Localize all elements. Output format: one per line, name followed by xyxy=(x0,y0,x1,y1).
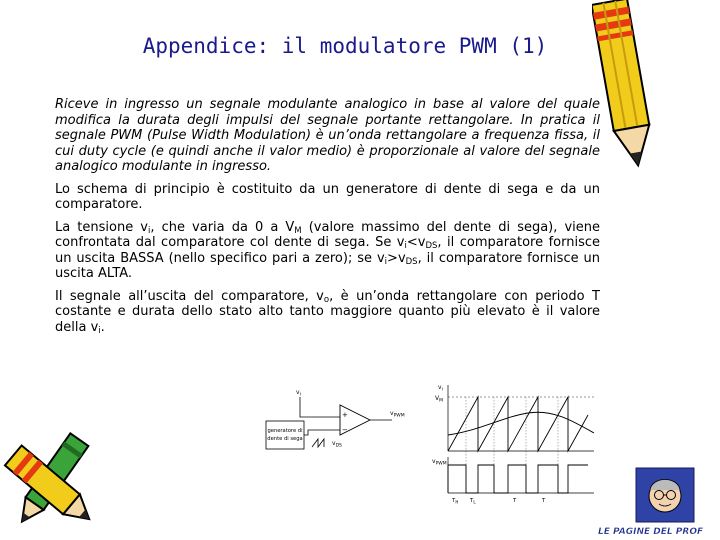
sawtooth-icon xyxy=(312,439,324,447)
paragraph-2: Lo schema di principio è costituito da un generatore di dente di sega e da un comparatore. xyxy=(55,181,600,212)
sawtooth-wave xyxy=(448,397,588,451)
svg-text:−: − xyxy=(342,426,348,434)
svg-text:TL: $T_L$ xyxy=(470,498,476,505)
pwm-waveforms xyxy=(418,383,598,508)
paragraph-3: La tensione $v_i$, che varia da 0 a $V_M$ (valore massimo del dente di sega), viene confrontata dal comparatore col dente di sega. Se $v_i<v_{DS}$, il comparatore fornisce un uscita BASSA (nello specifico pari a zero); se $v_i>v_{DS}$, il comparatore fornisce un uscita ALTA. xyxy=(55,219,601,281)
logo-text: LE PAGINE DEL PROF xyxy=(598,527,704,537)
paragraph-1: Riceve in ingresso un segnale modulante analogico in base al valore del quale modifica la durata degli impulsi del segnale portante rettangolare. In pratica il segnale PWM (Pulse Width Modulation) è un’onda rettangolare a frequenza fissa, il cui duty cycle (e quindi anche il valor medio) è proporzionale al valore del segnale analogico modulante in ingresso. xyxy=(55,97,600,174)
page-title: Appendice: il modulatore PWM (1) xyxy=(142,34,548,58)
input-label: $v_i$ xyxy=(296,389,301,398)
pwm-block-diagram xyxy=(262,383,412,458)
svg-text:dente di sega: dente di sega xyxy=(267,436,303,442)
crossed-pencils-icon xyxy=(0,432,105,537)
pencil-icon xyxy=(592,0,662,175)
modulating-signal xyxy=(448,412,594,435)
output-label: $v_{PWM}$ xyxy=(390,410,405,419)
pwm-axis-label: $v_{PWM}$ xyxy=(432,458,447,467)
svg-text:generatore di: generatore di xyxy=(267,428,303,434)
sawtooth-label: $v_{DS}$ xyxy=(332,440,342,449)
period-label: T xyxy=(513,498,517,504)
svg-text:+: + xyxy=(342,411,348,419)
pwm-wave xyxy=(448,465,588,493)
svg-text:T: T xyxy=(542,498,546,504)
le-pagine-del-prof-logo xyxy=(596,462,716,538)
svg-text:TH: $T_H$ xyxy=(452,498,459,505)
body-text xyxy=(55,97,600,342)
paragraph-4: Il segnale all’uscita del comparatore, $v_o$, è un’onda rettangolare con periodo T costante e durata dello stato alto tanto maggiore quanto più elevato è il valore della $v_i$. xyxy=(55,288,600,336)
vm-label: $V_M$ xyxy=(435,395,443,404)
svg-text:vi: $v_i$ xyxy=(438,384,443,393)
sawtooth-generator-box xyxy=(266,421,304,449)
